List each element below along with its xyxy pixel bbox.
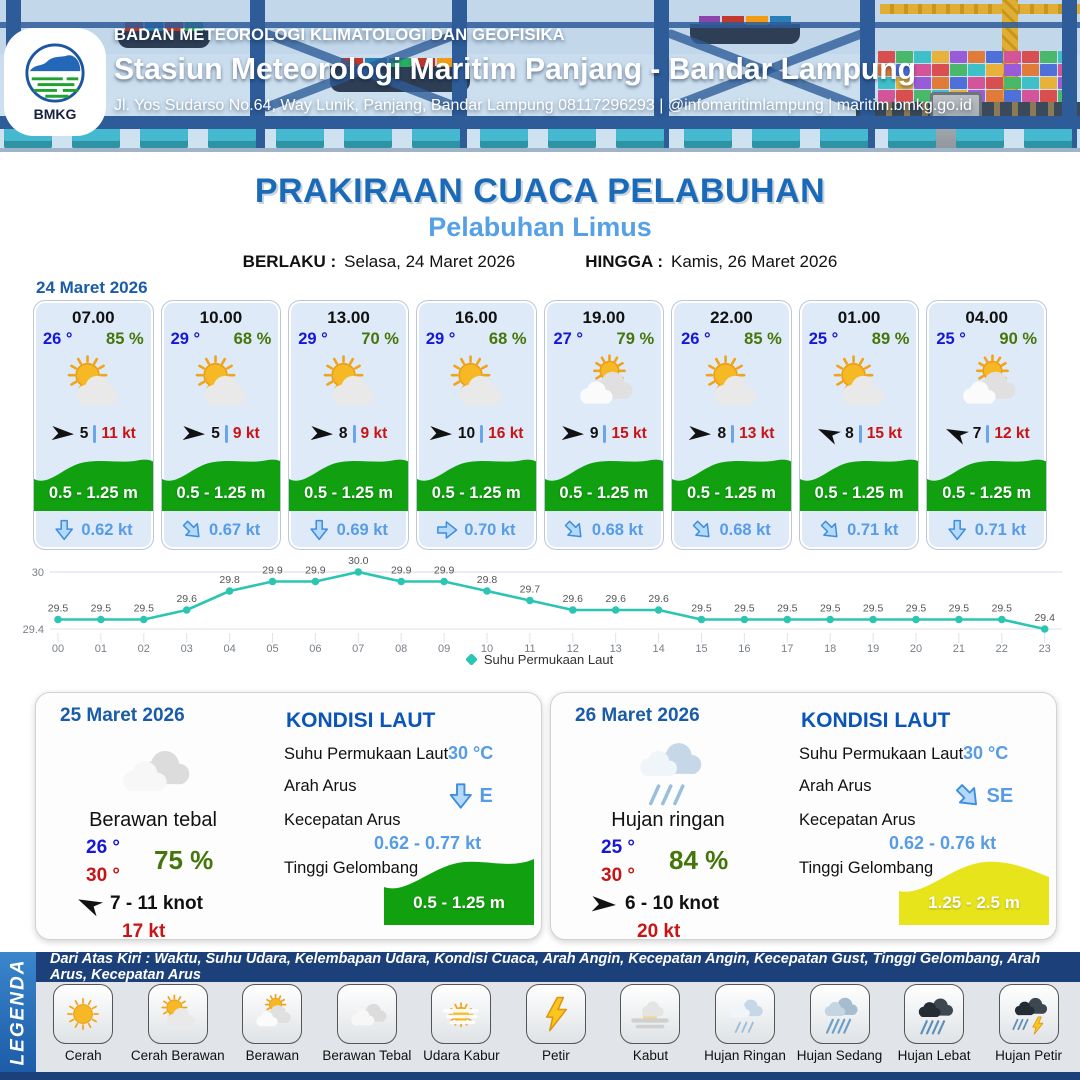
humidity: 84 % — [669, 845, 729, 875]
temperature: 27 ° — [553, 330, 584, 348]
hingga-label: HINGGA : — [585, 252, 663, 271]
header-text — [114, 26, 972, 115]
temp-max: 30 ° — [86, 865, 121, 886]
wave-height-value: 0.5 - 1.25 m — [814, 484, 904, 502]
wind-speed: 8 — [845, 425, 854, 442]
wind-direction-icon — [182, 425, 206, 442]
wind-direction-icon — [310, 425, 334, 442]
wave-height-value: 0.5 - 1.25 m — [48, 484, 138, 502]
svg-text:10: 10 — [480, 643, 494, 655]
chart-legend-marker — [465, 653, 478, 666]
svg-text:21: 21 — [952, 643, 966, 655]
current-row — [800, 511, 919, 549]
legend-item-label: Cerah — [64, 1048, 102, 1063]
temp-humidity-row — [672, 328, 791, 349]
current-speed: 0.62 kt — [81, 520, 133, 539]
weather-icon — [78, 727, 228, 813]
current-speed: 0.71 kt — [847, 520, 899, 539]
wave-height-value: 1.25 - 2.5 m — [928, 893, 1020, 912]
humidity: 70 % — [361, 330, 399, 348]
svg-text:29.5: 29.5 — [862, 602, 884, 615]
svg-text:02: 02 — [137, 643, 150, 655]
svg-text:18: 18 — [824, 643, 837, 655]
wind-speed: 10 — [457, 425, 476, 442]
wave-height-value: 0.5 - 1.25 m — [176, 484, 266, 502]
weather-condition: Hujan ringan — [611, 809, 725, 831]
sea-conditions-title: KONDISI LAUT — [801, 709, 951, 732]
svg-text:29.9: 29.9 — [433, 564, 455, 577]
current-dir — [448, 781, 493, 811]
wave-height-graphic — [162, 449, 281, 511]
svg-text:04: 04 — [223, 643, 236, 655]
svg-text:30: 30 — [31, 567, 44, 579]
wind-direction-icon — [429, 425, 453, 442]
weather-icon — [148, 984, 208, 1044]
svg-text:29.5: 29.5 — [948, 602, 970, 615]
svg-text:16: 16 — [738, 643, 751, 655]
legend-item — [130, 984, 225, 1063]
weather-icon — [672, 349, 791, 421]
berlaku — [243, 252, 516, 272]
legend-item-label: Hujan Lebat — [897, 1048, 971, 1063]
svg-text:29.5: 29.5 — [90, 602, 112, 615]
floor-line — [0, 148, 1080, 152]
svg-text:29.7: 29.7 — [519, 583, 541, 596]
wave-height-graphic — [417, 449, 536, 511]
bmkg-logo-text: BMKG — [33, 106, 77, 122]
current-dir — [955, 781, 1013, 811]
current-row — [289, 511, 408, 549]
current-direction-icon — [947, 518, 967, 542]
weather-icon — [904, 984, 964, 1044]
wave-height-graphic — [289, 449, 408, 511]
legend-item-label: Hujan Ringan — [704, 1048, 786, 1063]
wind-speed: 8 — [717, 425, 727, 442]
current-speed-value: 0.62 - 0.77 kt — [374, 833, 482, 853]
legend-items-row — [36, 984, 1076, 1070]
current-direction-icon — [54, 518, 74, 542]
wave-height-value: 0.5 - 1.25 m — [559, 484, 649, 502]
wave-height-graphic — [545, 449, 664, 511]
svg-text:29.6: 29.6 — [605, 593, 626, 605]
svg-text:29.4: 29.4 — [22, 624, 44, 636]
hourly-card — [926, 300, 1047, 550]
svg-text:29.9: 29.9 — [262, 564, 283, 577]
hour-label: 16.00 — [454, 308, 498, 327]
weather-icon — [810, 984, 870, 1044]
svg-text:29.8: 29.8 — [219, 574, 240, 586]
svg-text:29.6: 29.6 — [176, 593, 197, 605]
weather-icon — [526, 984, 586, 1044]
current-speed: 0.68 kt — [591, 520, 644, 539]
svg-text:07: 07 — [352, 643, 365, 655]
gust-speed: 11 kt — [101, 425, 136, 442]
svg-text:29.5: 29.5 — [47, 602, 69, 615]
legend-item — [605, 984, 695, 1063]
temperature: 29 ° — [170, 330, 201, 348]
legend-item — [38, 984, 128, 1063]
wind-row — [591, 893, 719, 915]
wave-height-graphic — [899, 851, 1049, 925]
wind-direction-icon — [816, 425, 840, 442]
gust-speed: 9 kt — [232, 425, 260, 442]
svg-text:29.8: 29.8 — [476, 574, 498, 586]
humidity: 89 % — [871, 330, 910, 348]
wind-speed: 9 — [589, 425, 599, 442]
current-row — [34, 511, 153, 549]
current-speed-label: Kecepatan Arus — [799, 811, 916, 829]
svg-text:00: 00 — [51, 643, 65, 655]
wind-row — [34, 421, 153, 447]
chart-legend-label: Suhu Permukaan Laut — [483, 652, 614, 667]
temperature: 25 ° — [808, 330, 839, 348]
svg-text:29.5: 29.5 — [133, 602, 155, 615]
hourly-card — [544, 300, 665, 550]
chart-legend — [0, 652, 1080, 667]
sst-value: 30 °C — [963, 743, 1009, 763]
hourly-card — [161, 300, 282, 550]
wind-direction-icon — [944, 425, 968, 442]
svg-text:23: 23 — [1038, 643, 1051, 655]
svg-text:29.9: 29.9 — [390, 564, 412, 577]
temp-max: 30 ° — [601, 865, 636, 886]
svg-text:29.9: 29.9 — [305, 564, 326, 577]
hour-label: 04.00 — [965, 308, 1008, 327]
legend-item — [795, 984, 885, 1063]
legend-item — [416, 984, 506, 1063]
svg-text:29.4: 29.4 — [1034, 612, 1055, 624]
current-row — [162, 511, 281, 549]
svg-text:17: 17 — [781, 643, 794, 655]
wind-row — [545, 421, 664, 447]
temp-humidity-row — [162, 328, 281, 349]
temperature: 26 ° — [43, 330, 73, 348]
svg-text:08: 08 — [395, 643, 408, 655]
hingga-value: Kamis, 26 Maret 2026 — [671, 252, 838, 271]
bmkg-logo — [4, 28, 106, 136]
current-speed-value: 0.62 - 0.76 kt — [889, 833, 997, 853]
current-speed-label: Kecepatan Arus — [284, 811, 401, 829]
current-direction-icon — [820, 518, 840, 542]
svg-text:20: 20 — [909, 643, 923, 655]
temperature: 25 ° — [936, 330, 966, 348]
temperature: 29 ° — [298, 330, 328, 348]
legend-section — [0, 952, 1080, 1080]
validity-row — [0, 252, 1080, 272]
divider — [731, 425, 734, 443]
svg-text:13: 13 — [609, 643, 622, 655]
hour-label: 19.00 — [582, 308, 626, 327]
humidity: 85 % — [744, 330, 782, 348]
current-row — [417, 511, 536, 549]
weather-icon — [593, 727, 743, 813]
wind-row — [800, 421, 919, 447]
current-row — [545, 511, 664, 549]
weather-condition: Berawan tebal — [89, 809, 217, 831]
legend-item — [511, 984, 601, 1063]
wave-height-graphic — [927, 449, 1046, 511]
current-direction-icon — [437, 518, 457, 542]
weather-icon — [800, 349, 919, 421]
legend-title-bar — [0, 952, 36, 1072]
wind-range: 6 - 10 knot — [625, 893, 719, 914]
wind-speed: 5 — [79, 425, 89, 442]
berlaku-label: BERLAKU : — [242, 252, 337, 271]
legend-item — [322, 984, 412, 1063]
svg-text:29.5: 29.5 — [734, 602, 755, 615]
current-direction-icon — [564, 518, 584, 542]
wind-row — [162, 421, 281, 447]
gust: 20 kt — [637, 921, 681, 942]
legend-item-label: Kabut — [632, 1048, 669, 1063]
weather-icon — [545, 349, 664, 421]
legend-title: LEGENDA — [7, 958, 28, 1066]
hourly-card — [288, 300, 409, 550]
divider — [353, 425, 356, 443]
wind-row — [76, 893, 203, 915]
current-speed: 0.69 kt — [336, 520, 388, 539]
legend-item-label: Berawan — [245, 1048, 299, 1063]
wind-range: 7 - 11 knot — [110, 893, 203, 914]
gust-speed: 12 kt — [994, 425, 1030, 442]
current-speed: 0.67 kt — [208, 520, 261, 539]
weather-icon — [337, 984, 397, 1044]
wind-direction-icon — [76, 895, 102, 914]
wave-height-graphic — [384, 851, 534, 925]
temperature: 26 ° — [681, 330, 711, 348]
weather-icon — [53, 984, 113, 1044]
hour-label: 07.00 — [72, 308, 115, 327]
current-row — [927, 511, 1046, 549]
gust-speed: 9 kt — [360, 425, 388, 442]
crane-illustration — [880, 4, 1080, 14]
legend-item-label: Cerah Berawan — [130, 1048, 225, 1063]
current-dir-label: Arah Arus — [799, 777, 872, 795]
forecast-date: 24 Maret 2026 — [36, 278, 148, 297]
station-name: Stasiun Meteorologi Maritim Panjang - Bandar Lampung — [114, 51, 916, 86]
legend-item-label: Udara Kabur — [423, 1048, 500, 1063]
temp-humidity-row — [927, 328, 1046, 349]
footer-strip — [0, 1072, 1080, 1080]
humidity: 75 % — [154, 845, 214, 875]
svg-text:29.6: 29.6 — [648, 593, 669, 605]
legend-item-label: Hujan Petir — [995, 1048, 1062, 1063]
legend-item — [700, 984, 790, 1063]
weather-icon — [927, 349, 1046, 421]
window-beam — [0, 116, 1080, 129]
svg-text:29.5: 29.5 — [691, 602, 712, 615]
humidity: 68 % — [233, 330, 272, 348]
wind-row — [289, 421, 408, 447]
divider — [986, 425, 989, 443]
wave-height-value: 0.5 - 1.25 m — [942, 484, 1032, 502]
sst-label: Suhu Permukaan Laut — [799, 745, 964, 763]
weather-icon — [715, 984, 775, 1044]
daily-date: 26 Maret 2026 — [575, 705, 700, 726]
divider — [93, 425, 96, 443]
hourly-forecast-row — [33, 300, 1047, 550]
current-dir-text: E — [479, 784, 493, 807]
weather-icon — [242, 984, 302, 1044]
svg-text:29.5: 29.5 — [777, 602, 798, 615]
divider — [859, 425, 862, 443]
svg-text:29.5: 29.5 — [819, 602, 841, 615]
wave-height-value: 0.5 - 1.25 m — [431, 484, 521, 502]
wave-height-graphic — [34, 449, 153, 511]
sst-chart — [0, 556, 1080, 656]
gust-speed: 16 kt — [488, 425, 524, 442]
svg-text:11: 11 — [524, 643, 536, 655]
legend-item-label: Petir — [542, 1048, 570, 1063]
humidity: 85 % — [106, 330, 144, 348]
hourly-card — [416, 300, 537, 550]
weather-icon — [431, 984, 491, 1044]
current-direction-icon — [692, 518, 712, 542]
wind-direction-icon — [561, 425, 585, 442]
bmkg-logo-icon — [24, 42, 86, 104]
wind-direction-icon — [591, 895, 617, 914]
page-title: PRAKIRAAN CUACA PELABUHAN — [254, 172, 826, 210]
svg-text:12: 12 — [566, 643, 579, 655]
weather-icon — [620, 984, 680, 1044]
hour-label: 22.00 — [710, 308, 753, 327]
svg-text:19: 19 — [866, 643, 880, 655]
hourly-card — [671, 300, 792, 550]
current-dir-text: SE — [986, 784, 1014, 807]
current-dir-label: Arah Arus — [284, 777, 357, 795]
wave-label: Tinggi Gelombang — [799, 859, 934, 877]
svg-text:30.0: 30.0 — [348, 556, 369, 567]
hour-label: 13.00 — [327, 308, 370, 327]
sst-label: Suhu Permukaan Laut — [284, 745, 449, 763]
current-row — [672, 511, 791, 549]
daily-card-25 — [35, 692, 542, 940]
current-direction-icon — [448, 781, 474, 811]
wind-direction-icon — [51, 425, 75, 442]
berlaku-value: Selasa, 24 Maret 2026 — [344, 252, 516, 271]
port-name: Pelabuhan Limus — [428, 212, 652, 242]
wave-label: Tinggi Gelombang — [284, 859, 419, 877]
temperature: 29 ° — [425, 330, 456, 348]
daily-date: 25 Maret 2026 — [60, 705, 185, 726]
legend-item — [227, 984, 317, 1063]
header-banner — [0, 0, 1080, 152]
wave-height-value: 0.5 - 1.25 m — [686, 484, 776, 502]
gust: 17 kt — [122, 921, 166, 942]
divider — [480, 425, 483, 443]
weather-icon — [999, 984, 1059, 1044]
svg-text:29.6: 29.6 — [562, 593, 584, 605]
current-direction-icon — [182, 518, 202, 542]
svg-text:09: 09 — [437, 643, 451, 655]
gust-speed: 13 kt — [739, 425, 775, 442]
current-direction-icon — [309, 518, 329, 542]
station-address: Jl. Yos Sudarso No.64, Way Lunik, Panjang, Bandar Lampung 08117296293 | @infomaritimlampung | maritim.bmkg.go.id — [114, 97, 972, 114]
wave-height-value: 0.5 - 1.25 m — [413, 893, 505, 912]
svg-text:14: 14 — [652, 643, 665, 655]
hour-label: 01.00 — [837, 308, 881, 327]
temp-min: 26 ° — [86, 837, 121, 858]
weather-icon — [289, 349, 408, 421]
gust-speed: 15 kt — [866, 425, 903, 442]
wave-height-value: 0.5 - 1.25 m — [304, 484, 394, 502]
legend-caption: Dari Atas Kiri : Waktu, Suhu Udara, Kelembapan Udara, Kondisi Cuaca, Arah Angin, Kecepatan Angin, Kecepatan Gust, Tinggi Gelombang, Arah Arus, Kecepatan Arus — [36, 952, 1080, 982]
legend-item-label: Berawan Tebal — [322, 1048, 412, 1063]
humidity: 79 % — [616, 330, 655, 348]
humidity: 90 % — [999, 330, 1037, 348]
hingga — [585, 252, 837, 272]
weather-icon — [417, 349, 536, 421]
humidity: 68 % — [488, 330, 527, 348]
temp-humidity-row — [34, 328, 153, 349]
daily-card-26 — [550, 692, 1057, 940]
legend-item — [984, 984, 1074, 1063]
divider — [603, 425, 606, 443]
wave-height-graphic — [672, 449, 791, 511]
svg-text:03: 03 — [180, 643, 193, 655]
temp-humidity-row — [417, 328, 536, 349]
temp-humidity-row — [800, 328, 919, 349]
weather-icon — [162, 349, 281, 421]
wind-speed: 8 — [338, 425, 348, 442]
sst-value: 30 °C — [448, 743, 494, 763]
svg-text:01: 01 — [94, 643, 108, 655]
wind-direction-icon — [688, 425, 712, 442]
svg-text:05: 05 — [266, 643, 279, 655]
sea-conditions-title: KONDISI LAUT — [286, 709, 436, 732]
weather-icon — [34, 349, 153, 421]
wave-height-graphic — [800, 449, 919, 511]
wind-speed: 7 — [972, 425, 982, 442]
temp-humidity-row — [545, 328, 664, 349]
svg-text:29.5: 29.5 — [991, 602, 1013, 615]
current-speed: 0.71 kt — [974, 520, 1027, 539]
hour-label: 10.00 — [199, 308, 243, 327]
legend-item — [889, 984, 979, 1063]
temp-min: 25 ° — [601, 837, 636, 858]
wind-speed: 5 — [211, 425, 220, 442]
temp-humidity-row — [289, 328, 408, 349]
agency-name: BADAN METEOROLOGI KLIMATOLOGI DAN GEOFISIKA — [114, 26, 565, 44]
hourly-card — [33, 300, 154, 550]
svg-text:29.5: 29.5 — [905, 602, 927, 615]
wind-row — [672, 421, 791, 447]
wind-row — [417, 421, 536, 447]
svg-text:15: 15 — [695, 643, 708, 655]
gust-speed: 15 kt — [611, 425, 647, 442]
svg-text:06: 06 — [309, 643, 322, 655]
svg-text:22: 22 — [995, 643, 1008, 655]
hourly-card — [799, 300, 920, 550]
divider — [225, 425, 228, 443]
current-direction-icon — [955, 781, 981, 811]
current-speed: 0.68 kt — [719, 520, 771, 539]
current-speed: 0.70 kt — [464, 520, 516, 539]
wind-row — [927, 421, 1046, 447]
legend-item-label: Hujan Sedang — [796, 1048, 883, 1063]
